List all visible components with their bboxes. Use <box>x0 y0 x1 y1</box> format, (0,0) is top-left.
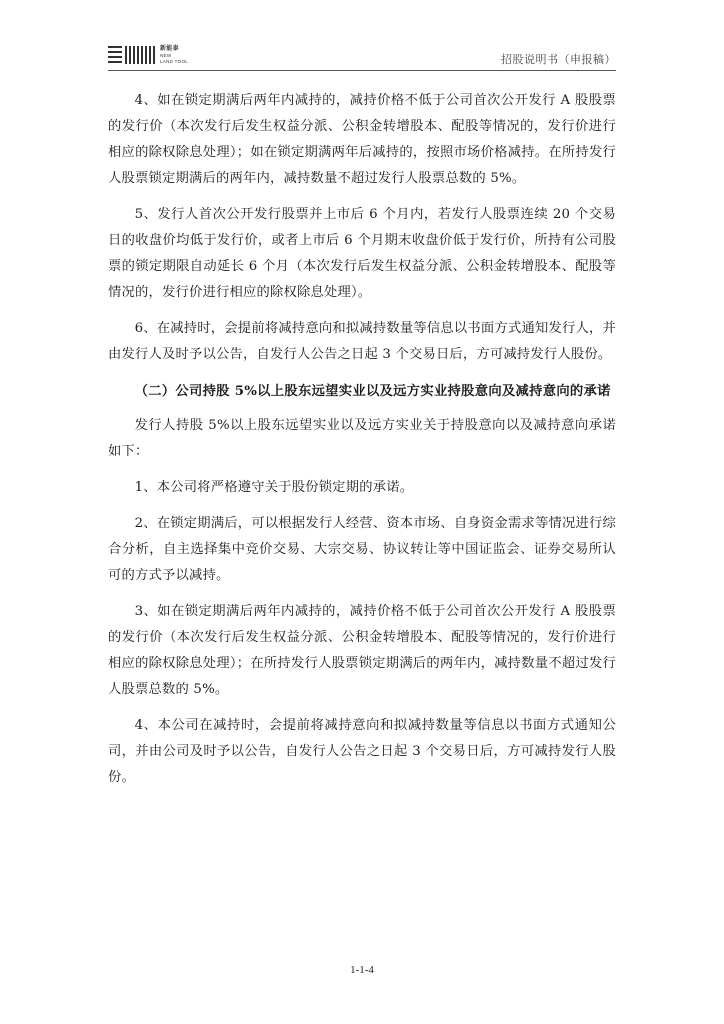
document-title: 招股说明书（申报稿） <box>501 53 616 66</box>
company-logo <box>108 44 188 66</box>
page-number: 1-1-4 <box>350 964 374 976</box>
paragraph-item-3: 3、如在锁定期满后两年内减持的，减持价格不低于公司首次公开发行 A 股股票的发行价（本次发行后发生权益分派、公积金转增股本、配股等情况的，发行价进行相应的除权除息处理）；在所持发行人股票锁定期满后的两年内，减持数量不超过发行人股票总数的 5%。 <box>108 604 616 697</box>
header-divider <box>108 70 616 71</box>
paragraph-intro: 发行人持股 5%以上股东远望实业以及远方实业关于持股意向以及减持意向承诺如下： <box>108 418 616 459</box>
paragraph-commitment-6: 6、在减持时，会提前将减持意向和拟减持数量等信息以书面方式通知发行人，并由发行人及时予以公告，自发行人公告之日起 3 个交易日后，方可减持发行人股份。 <box>108 321 616 362</box>
logo-line2: LAND TOOL <box>160 58 189 64</box>
page-header <box>108 40 616 68</box>
logo-cn-text: 新能泰 <box>160 46 179 52</box>
paragraph-item-4: 4、本公司在减持时，会提前将减持意向和拟减持数量等信息以书面方式通知公司，并由公司及时予以公告，自发行人公告之日起 3 个交易日后，方可减持发行人股份。 <box>108 718 616 785</box>
paragraph-item-2: 2、在锁定期满后，可以根据发行人经营、资本市场、自身资金需求等情况进行综合分析，自主选择集中竞价交易、大宗交易、协议转让等中国证监会、证券交易所认可的方式予以减持。 <box>108 516 616 583</box>
section-heading: （二）公司持股 5%以上股东远望实业以及远方实业持股意向及减持意向的承诺 <box>134 384 611 399</box>
logo-line1: NEW <box>160 53 172 58</box>
logo-text <box>160 46 188 64</box>
paragraph-commitment-5: 5、发行人首次公开发行股票并上市后 6 个月内，若发行人股票连续 20 个交易日的收盘价均低于发行价，或者上市后 6 个月期末收盘价低于发行价，所持有公司股票的锁定期限自动延长 6 个月（本次发行后发生权益分派、公积金转增股本、配股等情况的，发行价进行相应的除权除息处理）。 <box>108 207 616 300</box>
document-body <box>108 88 616 801</box>
paragraph-item-1: 1、本公司将严格遵守关于股份锁定期的承诺。 <box>134 480 414 495</box>
logo-mark-icon <box>108 45 156 65</box>
paragraph-commitment-4: 4、如在锁定期满后两年内减持的，减持价格不低于公司首次公开发行 A 股股票的发行价（本次发行后发生权益分派、公积金转增股本、配股等情况的，发行价进行相应的除权除息处理）；如在锁定期满两年后减持的，按照市场价格减持。在所持发行人股票锁定期满后的两年内，减持数量不超过发行人股票总数的 5%。 <box>108 93 616 186</box>
